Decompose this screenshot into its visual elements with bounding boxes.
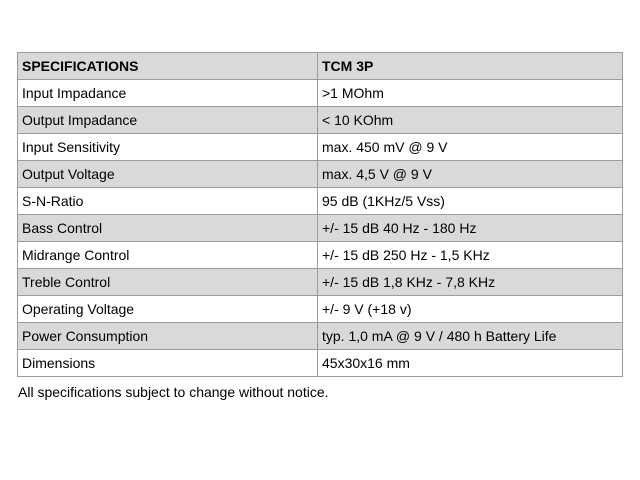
spec-value: typ. 1,0 mA @ 9 V / 480 h Battery Life	[318, 323, 623, 350]
spec-label: Input Impadance	[18, 80, 318, 107]
table-row	[18, 296, 623, 323]
header-model: TCM 3P	[318, 53, 623, 80]
header-specifications: SPECIFICATIONS	[18, 53, 318, 80]
table-row	[18, 107, 623, 134]
spec-label: Operating Voltage	[18, 296, 318, 323]
spec-label: Dimensions	[18, 350, 318, 377]
spec-label: S-N-Ratio	[18, 188, 318, 215]
table-header-row	[18, 53, 623, 80]
spec-value: >1 MOhm	[318, 80, 623, 107]
spec-value: +/- 9 V (+18 v)	[318, 296, 623, 323]
spec-value: max. 450 mV @ 9 V	[318, 134, 623, 161]
table-row	[18, 161, 623, 188]
spec-label: Treble Control	[18, 269, 318, 296]
table-row	[18, 350, 623, 377]
spec-value: max. 4,5 V @ 9 V	[318, 161, 623, 188]
table-row	[18, 215, 623, 242]
spec-label: Bass Control	[18, 215, 318, 242]
footnote: All specifications subject to change without notice.	[18, 384, 329, 400]
spec-value: +/- 15 dB 40 Hz - 180 Hz	[318, 215, 623, 242]
table-body	[18, 80, 623, 377]
table-row	[18, 188, 623, 215]
spec-value: +/- 15 dB 1,8 KHz - 7,8 KHz	[318, 269, 623, 296]
spec-label: Output Impadance	[18, 107, 318, 134]
spec-value: 45x30x16 mm	[318, 350, 623, 377]
spec-label: Power Consumption	[18, 323, 318, 350]
table-row	[18, 134, 623, 161]
spec-label: Input Sensitivity	[18, 134, 318, 161]
spec-label: Output Voltage	[18, 161, 318, 188]
table-row	[18, 269, 623, 296]
table-row	[18, 80, 623, 107]
spec-value: 95 dB (1KHz/5 Vss)	[318, 188, 623, 215]
table-row	[18, 323, 623, 350]
spec-value: +/- 15 dB 250 Hz - 1,5 KHz	[318, 242, 623, 269]
spec-label: Midrange Control	[18, 242, 318, 269]
spec-value: < 10 KOhm	[318, 107, 623, 134]
specifications-table	[17, 52, 623, 377]
table-row	[18, 242, 623, 269]
